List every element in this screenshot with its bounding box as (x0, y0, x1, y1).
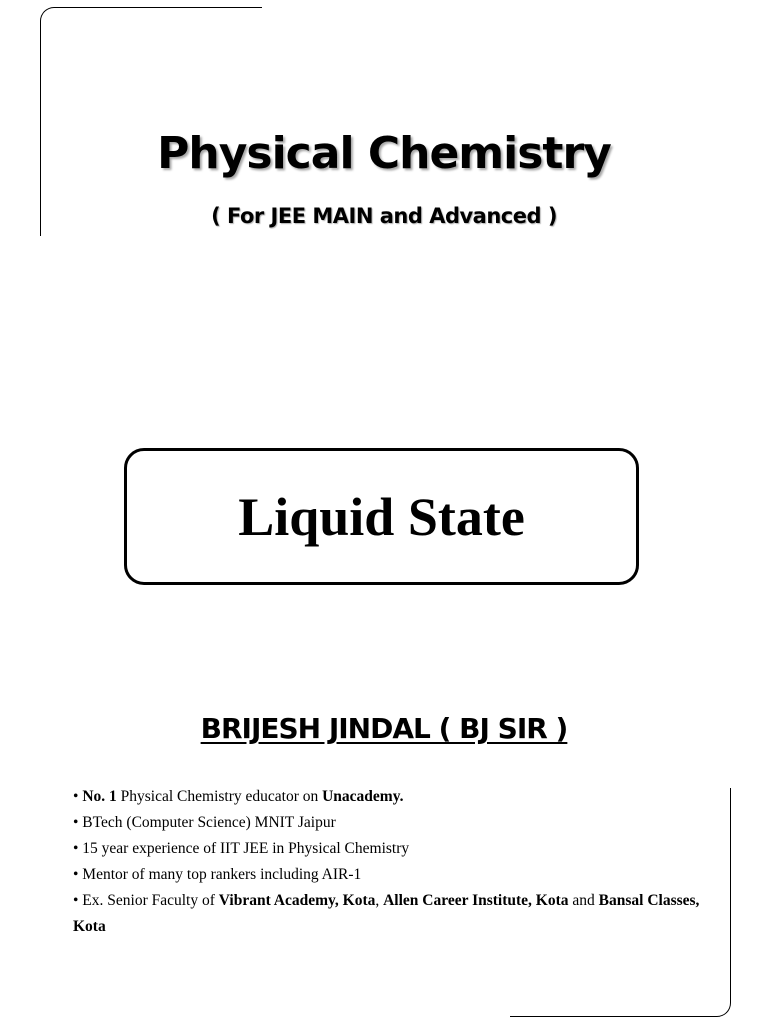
bio-text: Vibrant Academy, Kota (218, 892, 376, 909)
bio-item (73, 836, 713, 862)
bio-text: • BTech (Computer Science) MNIT Jaipur (73, 814, 336, 831)
corner-frame-top-left (40, 7, 262, 236)
topic-box (124, 448, 639, 585)
cover-subtitle: ( For JEE MAIN and Advanced ) (211, 204, 557, 228)
bio-text: Physical Chemistry educator on (116, 788, 323, 805)
bio-item (73, 888, 713, 940)
bio-text: No. 1 (82, 788, 117, 805)
bio-text: Bansal Classes, Kota (73, 892, 700, 935)
author-bio-list (73, 784, 713, 940)
bio-item (73, 784, 713, 810)
bio-text: • Mentor of many top rankers including AIR-1 (73, 866, 362, 883)
bio-item (73, 862, 713, 888)
bio-text: • (73, 788, 83, 805)
bio-text: Unacademy. (322, 788, 404, 805)
bio-text: and (568, 892, 599, 909)
author-name: BRIJESH JINDAL ( BJ SIR ) (200, 712, 568, 745)
bio-text: Allen Career Institute, Kota (383, 892, 569, 909)
topic-title: Liquid State (238, 486, 525, 547)
bio-text: • Ex. Senior Faculty of (73, 892, 219, 909)
bio-item (73, 810, 713, 836)
bio-text: • 15 year experience of IIT JEE in Physical Chemistry (73, 840, 410, 857)
bio-text: , (375, 892, 384, 909)
cover-title: Physical Chemistry (157, 128, 611, 179)
